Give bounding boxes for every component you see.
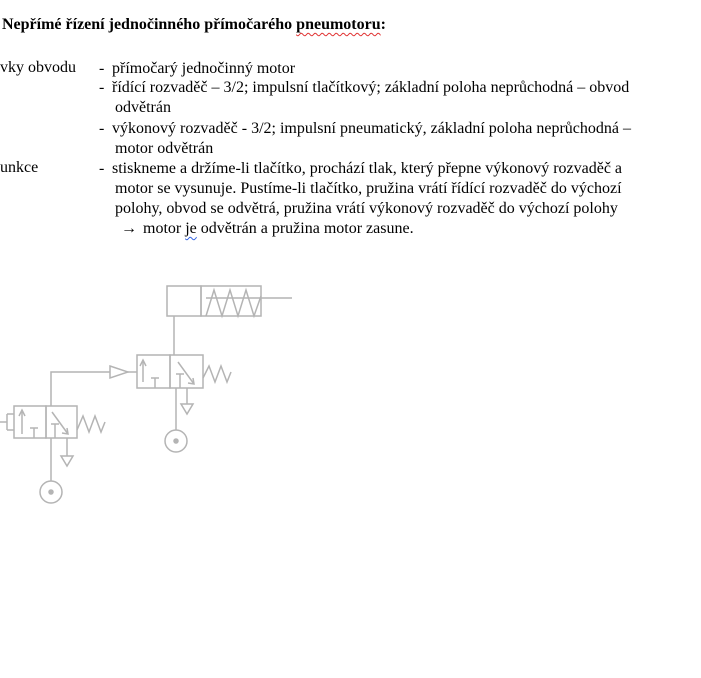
control-valve — [0, 406, 105, 503]
list-dash: - — [99, 160, 105, 177]
title-misspelled-word: pneumotoru — [296, 16, 381, 33]
power-valve-exhaust-icon — [181, 404, 193, 414]
function-misspelled-word: je — [185, 220, 197, 237]
list-dash: - — [99, 120, 105, 137]
pilot-line — [51, 372, 110, 406]
control-valve-exhaust-icon — [61, 456, 73, 466]
cylinder-spring-icon — [206, 290, 261, 316]
component-3-text: výkonový rozvaděč - 3/2; impulsní pneumatický, základní poloha neprůchodná – — [112, 120, 631, 137]
control-valve-block-left — [14, 406, 46, 438]
function-line-4b: odvětrán a pružina motor zasune. — [196, 220, 414, 237]
pilot-signal-triangle-icon — [110, 366, 128, 378]
function-line-1: stiskneme a držíme-li tlačítko, prochází tlak, který přepne výkonový rozvaděč a — [112, 160, 623, 177]
power-valve-block-left — [137, 355, 170, 388]
title-colon: : — [380, 16, 386, 33]
function-line-3: polohy, obvod se odvětrá, pružina vrátí výkonový rozvaděč do výchozí polohy — [115, 200, 618, 217]
component-1-text: přímočarý jednočinný motor — [112, 60, 296, 77]
title-text: Nepřímé řízení jednočinného přímočarého — [2, 16, 297, 33]
function-line-2: motor se vysunuje. Pustíme-li tlačítko, pružina vrátí řídící rozvaděč do výchozí — [115, 180, 622, 197]
control-valve-block-right — [46, 406, 77, 438]
power-valve-block-right — [170, 355, 203, 388]
cylinder-head — [167, 286, 201, 316]
power-valve-spring-icon — [203, 366, 231, 382]
power-valve — [110, 355, 231, 452]
component-3-continuation: motor odvětrán — [115, 140, 214, 157]
component-2-text: řídící rozvaděč – 3/2; impulsní tlačítkový; základní poloha neprůchodná – obvod — [112, 79, 630, 96]
right-arrow-icon: → — [121, 220, 137, 237]
function-label: unkce — [0, 159, 39, 176]
list-dash: - — [99, 60, 105, 77]
components-label: vky obvodu — [0, 59, 76, 76]
component-2-continuation: odvětrán — [115, 99, 171, 116]
function-line-4a: motor — [143, 220, 186, 237]
list-dash: - — [99, 79, 105, 96]
single-acting-cylinder — [167, 286, 292, 316]
control-valve-spring-icon — [77, 416, 105, 432]
